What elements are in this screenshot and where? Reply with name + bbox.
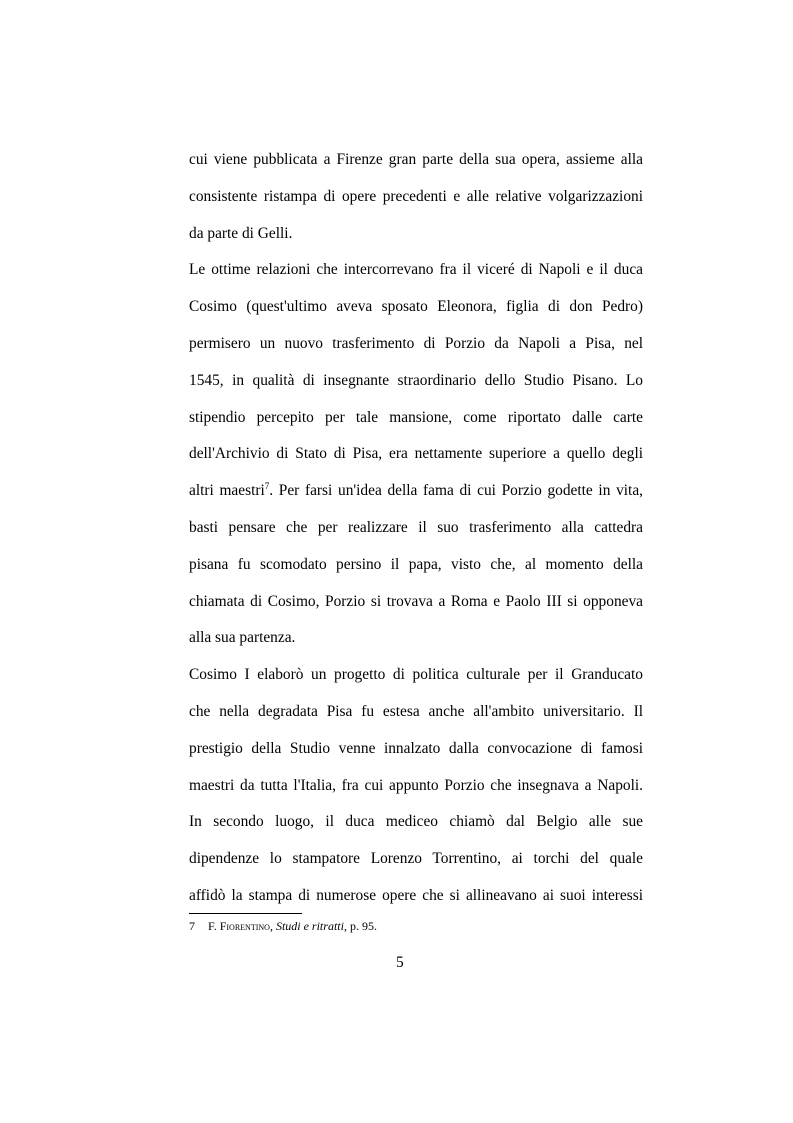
footnote-divider xyxy=(189,913,302,914)
text-line: stipendio percepito per tale mansione, come riportato dalle carte xyxy=(189,408,643,426)
text-line: che nella degradata Pisa fu estesa anche all'ambito universitario. Il xyxy=(189,702,643,720)
footnote-pages: , p. 95. xyxy=(343,919,377,933)
text-line: Cosimo (quest'ultimo aveva sposato Eleonora, figlia di don Pedro) xyxy=(189,298,643,316)
text-line: basti pensare che per realizzare il suo trasferimento alla cattedra xyxy=(189,518,643,536)
text-line: In secondo luogo, il duca mediceo chiamò dal Belgio alle sue xyxy=(189,813,643,831)
text-line: maestri da tutta l'Italia, fra cui appunto Porzio che insegnava a Napoli. xyxy=(189,776,643,794)
text-line: Cosimo I elaborò un progetto di politica culturale per il Granducato xyxy=(189,666,643,684)
text-line: 1545, in qualità di insegnante straordinario dello Studio Pisano. Lo xyxy=(189,371,643,389)
text-fragment: . Per farsi un'idea della fama di cui Porzio godette in vita, xyxy=(269,482,644,500)
text-line: da parte di Gelli. xyxy=(189,224,293,242)
body-text xyxy=(189,147,643,920)
text-line: cui viene pubblicata a Firenze gran parte della sua opera, assieme alla xyxy=(189,151,643,168)
footnote-author: F. Fiorentino xyxy=(208,919,270,933)
footnote xyxy=(189,918,643,934)
text-fragment: altri maestri xyxy=(189,482,265,500)
text-line: consistente ristampa di opere precedenti e alle relative volgarizzazioni xyxy=(189,187,643,205)
text-line xyxy=(189,478,643,515)
footnote-reference[interactable]: 7 xyxy=(264,481,270,492)
page-number: 5 xyxy=(396,954,404,971)
text-line: permisero un nuovo trasferimento di Porzio da Napoli a Pisa, nel xyxy=(189,334,643,352)
text-line: affidò la stampa di numerose opere che si allineavano ai suoi interessi xyxy=(189,886,643,904)
footnote-title: Studi e ritratti xyxy=(275,919,344,933)
footnote-number: 7 xyxy=(189,919,195,933)
text-line: chiamata di Cosimo, Porzio si trovava a Roma e Paolo III si opponeva xyxy=(189,592,643,610)
text-line: dipendenze lo stampatore Lorenzo Torrentino, ai torchi del quale xyxy=(189,850,643,868)
footnote-separator: , xyxy=(269,919,276,933)
text-line: prestigio della Studio venne innalzato dalla convocazione di famosi xyxy=(189,739,643,757)
text-line: Le ottime relazioni che intercorrevano fra il viceré di Napoli e il duca xyxy=(189,261,643,279)
text-line: pisana fu scomodato persino il papa, visto che, al momento della xyxy=(189,555,643,573)
text-line: dell'Archivio di Stato di Pisa, era nettamente superiore a quello degli xyxy=(189,445,643,463)
text-line: alla sua partenza. xyxy=(189,629,296,647)
